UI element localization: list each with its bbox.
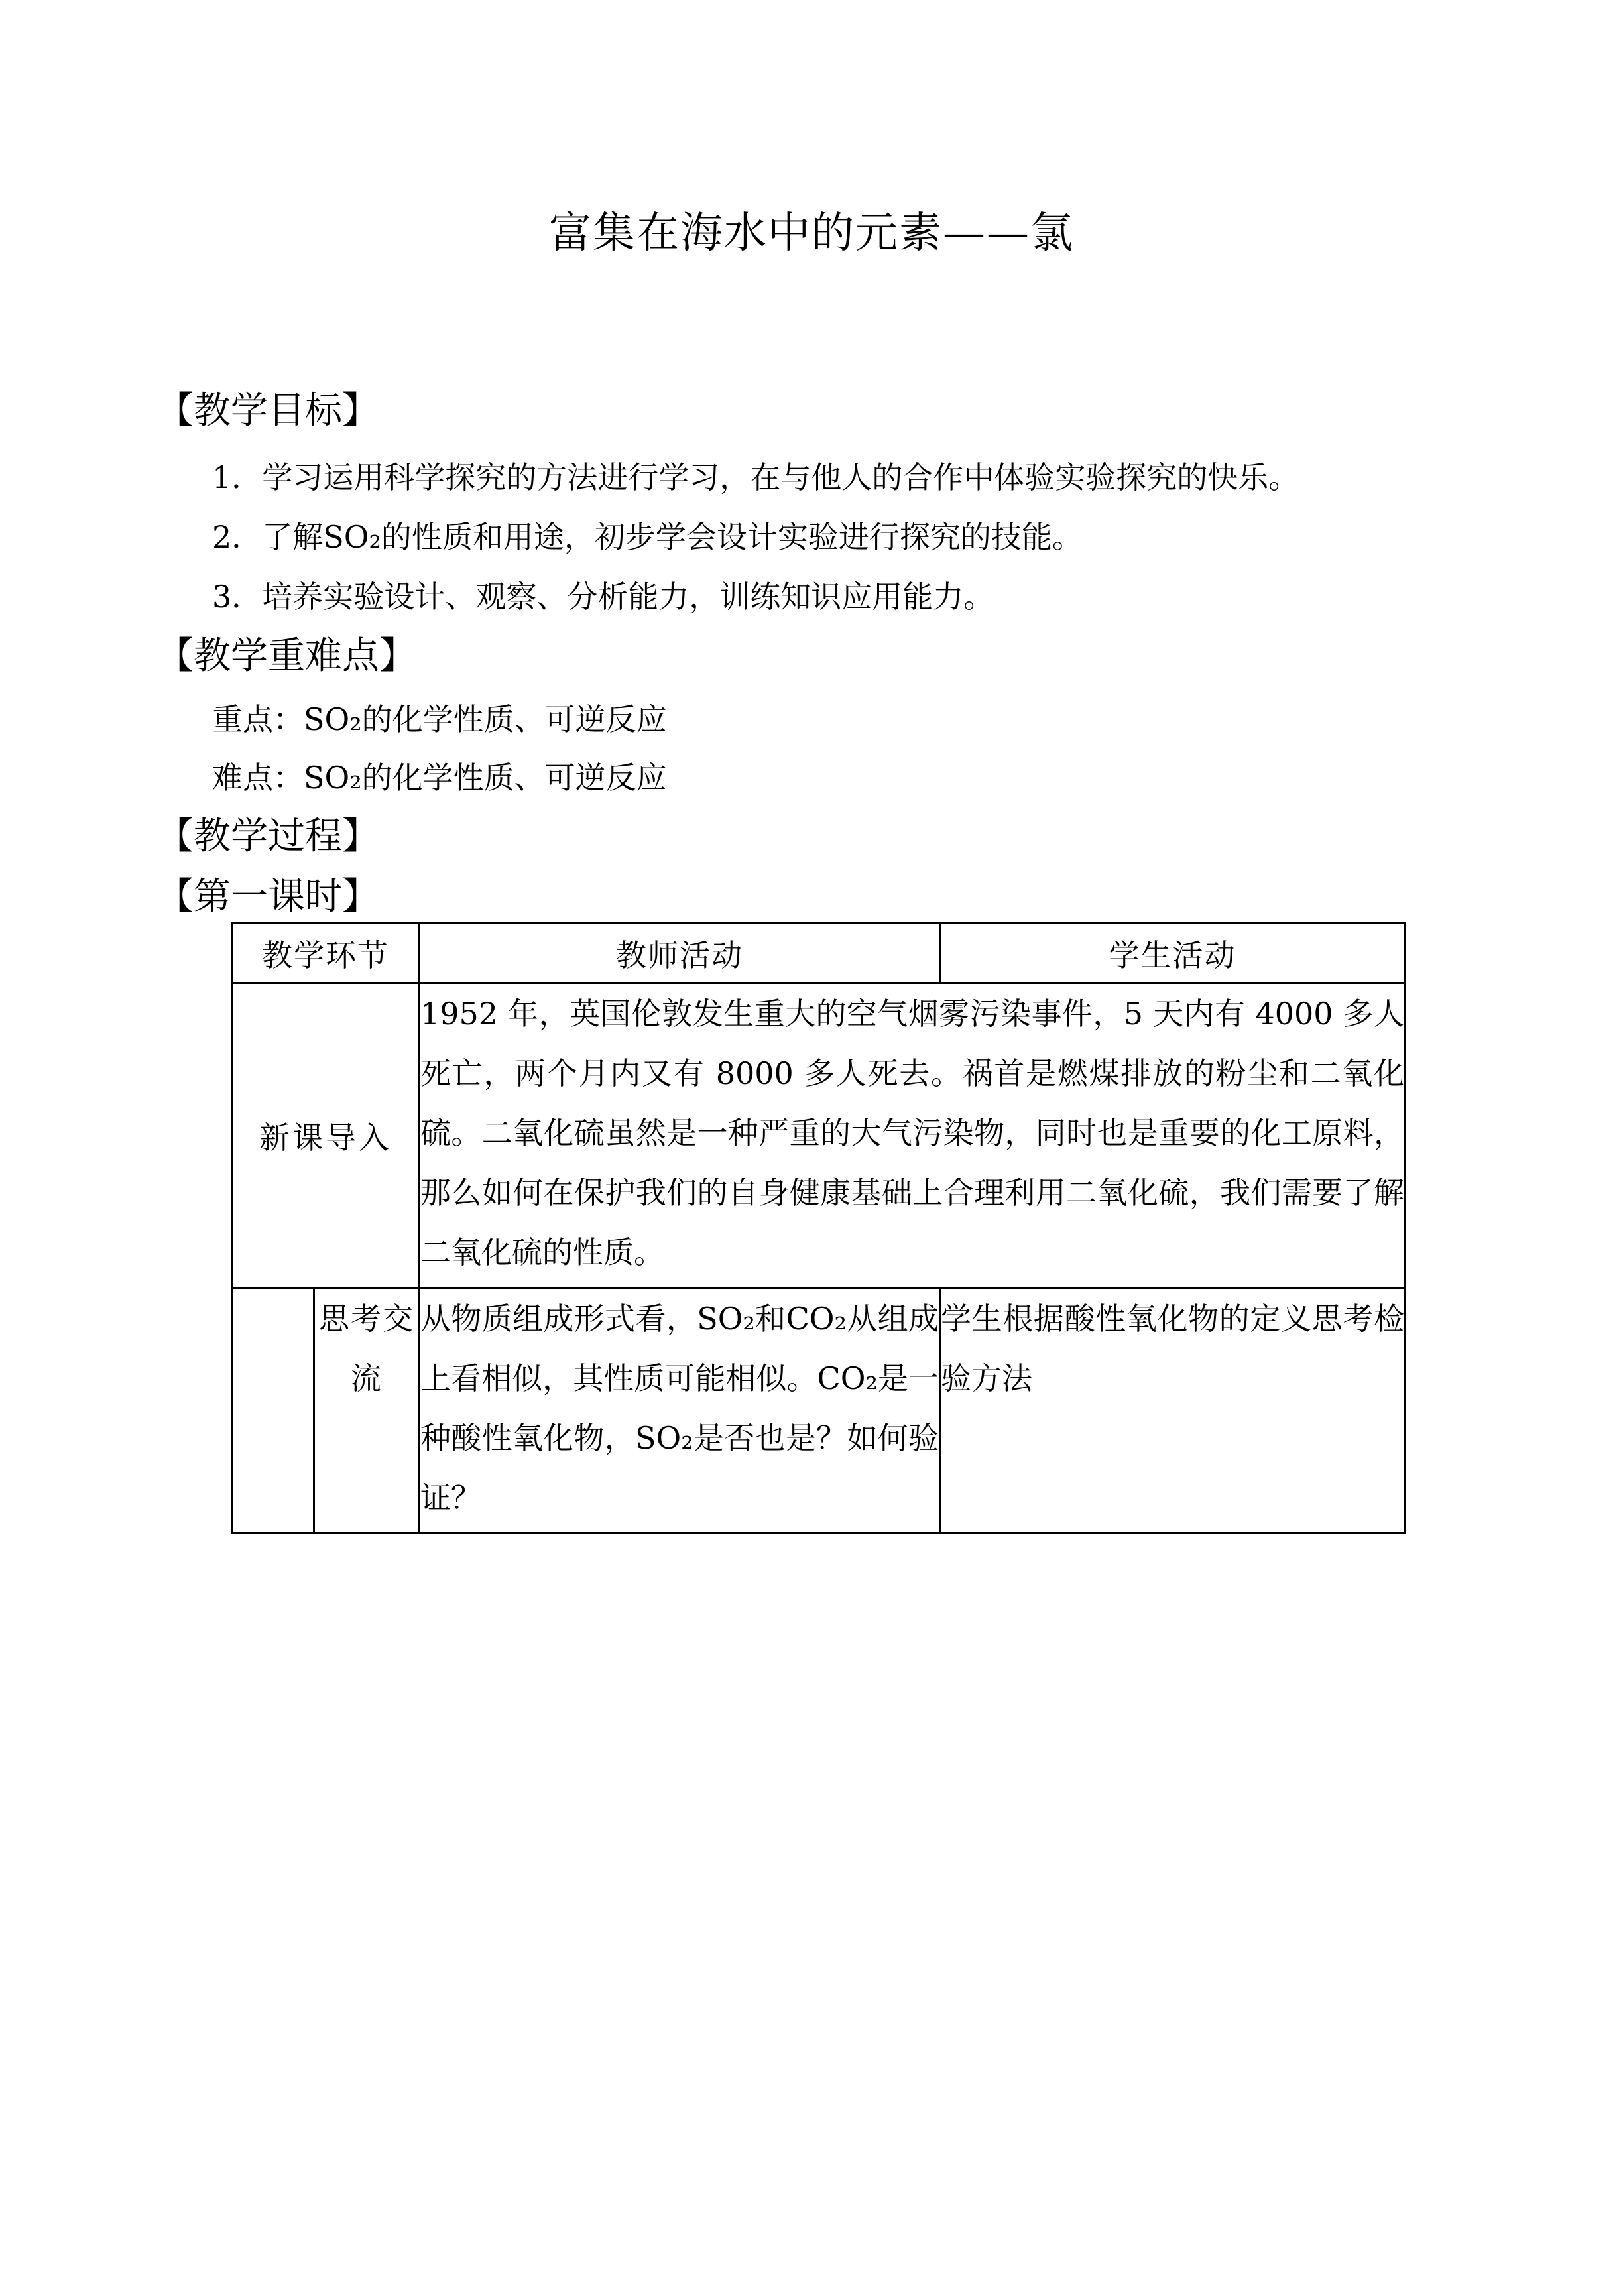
table-row xyxy=(232,1288,1406,1534)
table-header-row xyxy=(232,924,1406,983)
focus-text: SO₂的化学性质、可逆反应 xyxy=(304,701,667,737)
process-heading: 【教学过程】 xyxy=(156,815,379,858)
header-student: 学生活动 xyxy=(940,924,1406,983)
difficulty-text: SO₂的化学性质、可逆反应 xyxy=(304,760,667,796)
teacher-activity-think: 从物质组成形式看，SO₂和CO₂从组成上看相似，其性质可能相似。CO₂是一种酸性氧化物，SO₂是否也是？如何验证？ xyxy=(420,1288,940,1534)
focus-line xyxy=(212,699,667,739)
header-teacher: 教师活动 xyxy=(420,924,940,983)
header-stage: 教学环节 xyxy=(232,924,420,983)
lesson-plan-table xyxy=(231,922,1406,1534)
substage-cell: 思考交流 xyxy=(314,1288,420,1534)
table-row xyxy=(232,983,1406,1288)
teacher-activity-intro: 1952 年，英国伦敦发生重大的空气烟雾污染事件，5 天内有 4000 多人死亡，两个月内又有 8000 多人死去。祸首是燃煤排放的粉尘和二氧化硫。二氧化硫虽然是一种严重的大气污染物，同时也是重要的化工原料，那么如何在保护我们的自身健康基础上合理利用二氧化硫，我们需要了解二氧化硫的性质。 xyxy=(420,983,1406,1288)
key-points-heading: 【教学重难点】 xyxy=(156,634,416,678)
lesson-heading: 【第一课时】 xyxy=(156,875,379,918)
student-activity-think: 学生根据酸性氧化物的定义思考检验方法 xyxy=(940,1288,1406,1534)
difficulty-label: 难点： xyxy=(212,760,304,796)
page-title: 富集在海水中的元素——氯 xyxy=(549,209,1074,258)
objective-item-1: 1．学习运用科学探究的方法进行学习，在与他人的合作中体验实验探究的快乐。 xyxy=(212,459,1299,495)
objectives-heading: 【教学目标】 xyxy=(156,389,379,432)
difficulty-line xyxy=(212,758,667,798)
objective-item-2: 2．了解SO₂的性质和用途，初步学会设计实验进行探究的技能。 xyxy=(212,519,1083,555)
stage-cell-empty xyxy=(232,1288,314,1534)
focus-label: 重点： xyxy=(212,701,304,737)
stage-cell-intro: 新课导入 xyxy=(232,983,420,1288)
objective-item-3: 3．培养实验设计、观察、分析能力，训练知识应用能力。 xyxy=(212,579,994,615)
